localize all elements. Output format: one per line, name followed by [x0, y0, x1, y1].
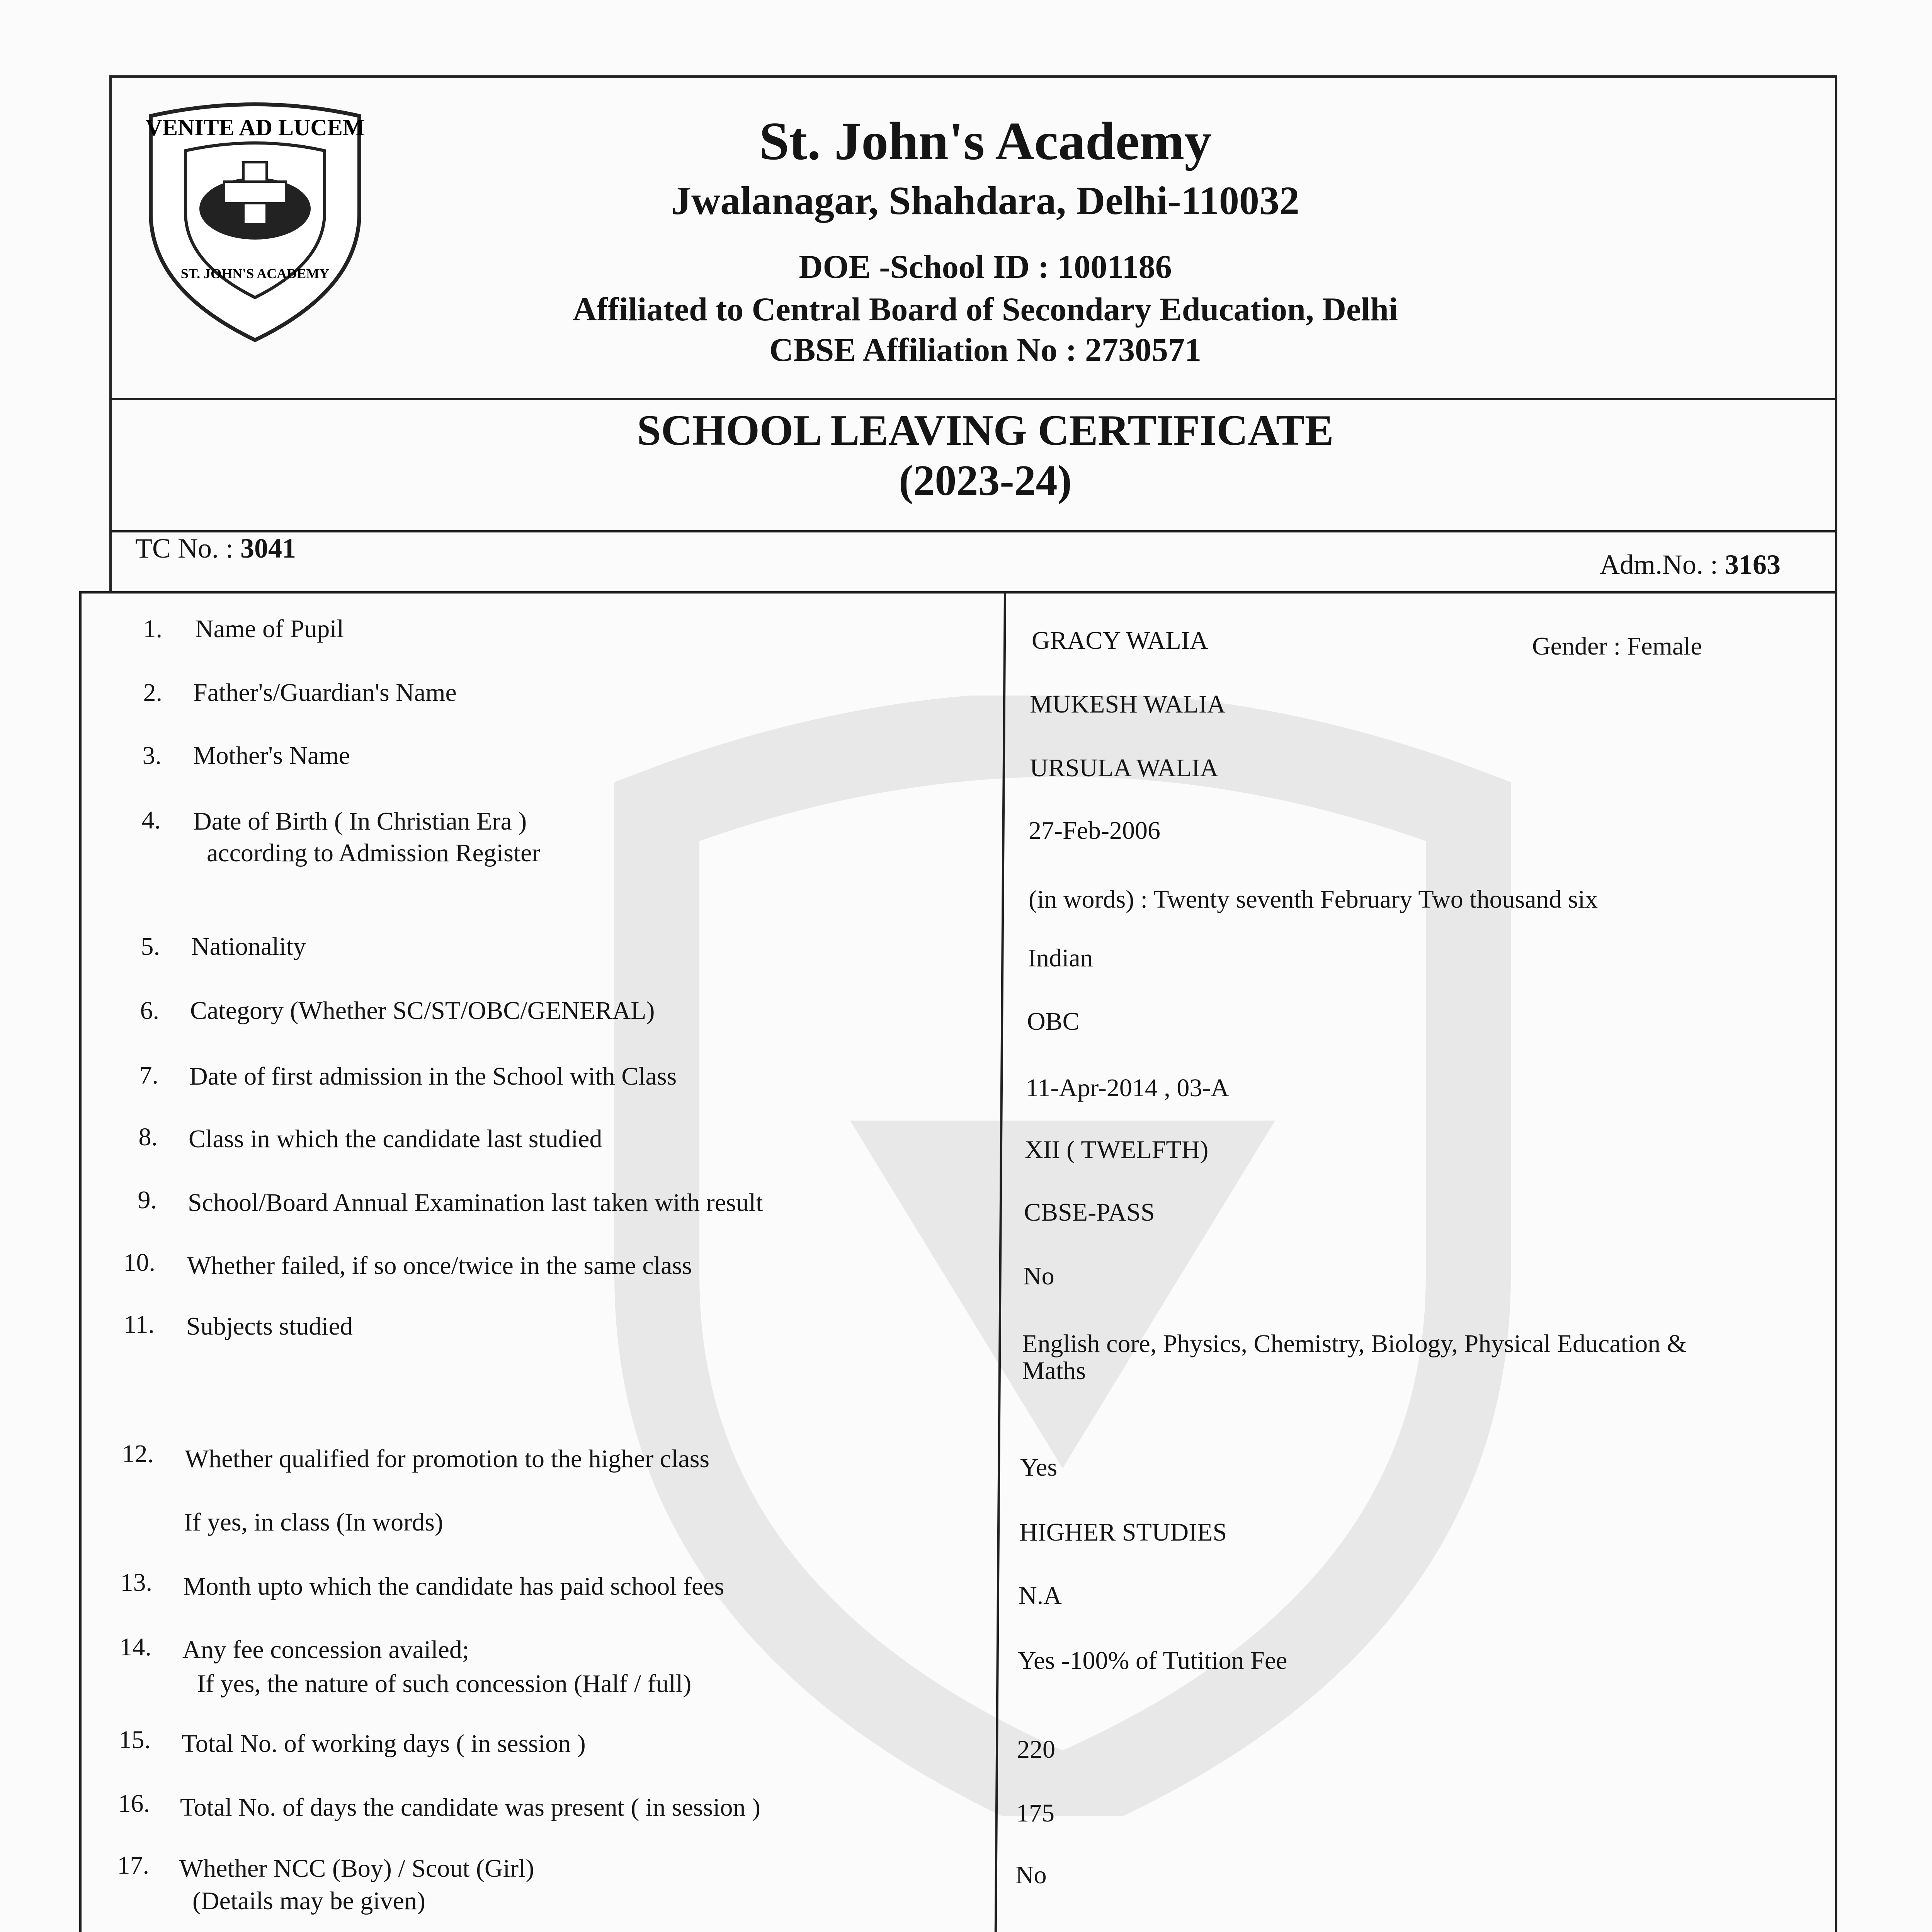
row-value: Yes — [1020, 1453, 1058, 1481]
affiliation-no: CBSE Affiliation No : 2730571 — [769, 331, 1202, 368]
adm-number — [1600, 549, 1781, 581]
row-value: No — [1023, 1262, 1054, 1290]
row-label-line2: according to Admission Register — [207, 839, 541, 867]
row-number: 6. — [140, 997, 159, 1025]
row-label: Total No. of days the candidate was present ( in session ) — [180, 1793, 760, 1821]
school-name: St. John's Academy — [759, 111, 1212, 171]
row-label: Any fee concession availed; — [182, 1636, 469, 1664]
tc-number — [135, 532, 296, 565]
row-value: Indian — [1028, 944, 1093, 972]
logo-motto: VENITE AD LUCEM — [145, 115, 365, 140]
tc-label: TC No. : — [135, 533, 234, 564]
row-number: 9. — [138, 1186, 157, 1214]
row-label: If yes, in class (In words) — [184, 1508, 443, 1536]
row-label-line2: (Details may be given) — [192, 1887, 425, 1915]
row-label: Total No. of working days ( in session ) — [182, 1730, 586, 1758]
row-label: Name of Pupil — [195, 615, 344, 643]
row-value: GRACY WALIA — [1032, 626, 1208, 655]
row-label: Nationality — [191, 932, 306, 961]
row-number: 16. — [118, 1789, 150, 1818]
row-number: 15. — [119, 1726, 151, 1754]
border-right — [1835, 75, 1837, 1932]
row-number: 4. — [141, 806, 161, 834]
row-value: Yes -100% of Tutition Fee — [1018, 1646, 1287, 1675]
certificate-session: (2023-24) — [899, 457, 1072, 505]
row-number: 2. — [143, 679, 162, 707]
border-top — [109, 75, 1837, 78]
row-value-line2: Maths — [1022, 1357, 1086, 1385]
row-number: 10. — [123, 1248, 155, 1277]
adm-value: 3163 — [1725, 549, 1781, 580]
row-number: 3. — [142, 742, 162, 770]
row-label: Category (Whether SC/ST/OBC/GENERAL) — [190, 997, 655, 1025]
row-value: URSULA WALIA — [1030, 754, 1219, 782]
row-label: Whether NCC (Boy) / Scout (Girl) — [179, 1854, 534, 1883]
affiliation: Affiliated to Central Board of Secondary Education, Delhi — [573, 291, 1398, 328]
row-number: 17. — [117, 1851, 149, 1879]
row-value: 11-Apr-2014 , 03-A — [1026, 1074, 1229, 1102]
row-number: 1. — [143, 615, 162, 643]
row-number: 14. — [119, 1633, 151, 1661]
row-label: Subjects studied — [186, 1312, 353, 1340]
row-label: Date of Birth ( In Christian Era ) — [193, 807, 527, 835]
row-label: Whether failed, if so once/twice in the same class — [187, 1252, 692, 1280]
row-label: Class in which the candidate last studied — [189, 1125, 602, 1153]
row-number: 7. — [139, 1061, 158, 1089]
row-label-line2: If yes, the nature of such concession (Half / full) — [197, 1670, 692, 1698]
row-label: Father's/Guardian's Name — [193, 679, 457, 707]
row-value: HIGHER STUDIES — [1019, 1518, 1227, 1546]
row-label: Month upto which the candidate has paid school fees — [183, 1572, 724, 1600]
row-number: 8. — [138, 1123, 158, 1151]
row-value: English core, Physics, Chemistry, Biology, Physical Education & — [1022, 1330, 1687, 1358]
row-number: 13. — [120, 1568, 152, 1597]
row-label: Whether qualified for promotion to the higher class — [185, 1445, 710, 1473]
certificate-title: SCHOOL LEAVING CERTIFICATE — [637, 406, 1334, 454]
school-id: DOE -School ID : 1001186 — [799, 248, 1172, 285]
row-value: 175 — [1016, 1799, 1054, 1827]
row-value-words: (in words) : Twenty seventh February Two thousand six — [1029, 885, 1598, 913]
school-address: Jwalanagar, Shahdara, Delhi-110032 — [671, 179, 1299, 223]
line-header-bottom — [109, 398, 1837, 400]
tc-value: 3041 — [240, 533, 296, 564]
row-value: 220 — [1017, 1735, 1055, 1764]
adm-label: Adm.No. : — [1600, 549, 1718, 580]
row-value: MUKESH WALIA — [1030, 690, 1226, 718]
logo-name: ST. JOHN'S ACADEMY — [180, 266, 330, 281]
row-number: 12. — [122, 1440, 154, 1468]
line-title-bottom — [109, 530, 1837, 532]
border-left-upper — [109, 75, 112, 593]
row-label: Mother's Name — [193, 742, 350, 770]
row-value: CBSE-PASS — [1024, 1198, 1155, 1226]
row-label: School/Board Annual Examination last taken with result — [188, 1189, 763, 1217]
school-logo-icon — [131, 97, 379, 344]
row-number: 11. — [123, 1310, 155, 1338]
row-number: 5. — [141, 932, 160, 961]
row-value: N.A — [1019, 1582, 1062, 1610]
row-value: 27-Feb-2006 — [1029, 816, 1160, 845]
row-value: OBC — [1027, 1007, 1080, 1036]
row-label: Date of first admission in the School with Class — [189, 1062, 677, 1090]
gender-value: Gender : Female — [1532, 632, 1702, 660]
row-value: XII ( TWELFTH) — [1025, 1136, 1209, 1164]
line-table-top — [79, 591, 1837, 594]
row-value: No — [1015, 1861, 1047, 1889]
